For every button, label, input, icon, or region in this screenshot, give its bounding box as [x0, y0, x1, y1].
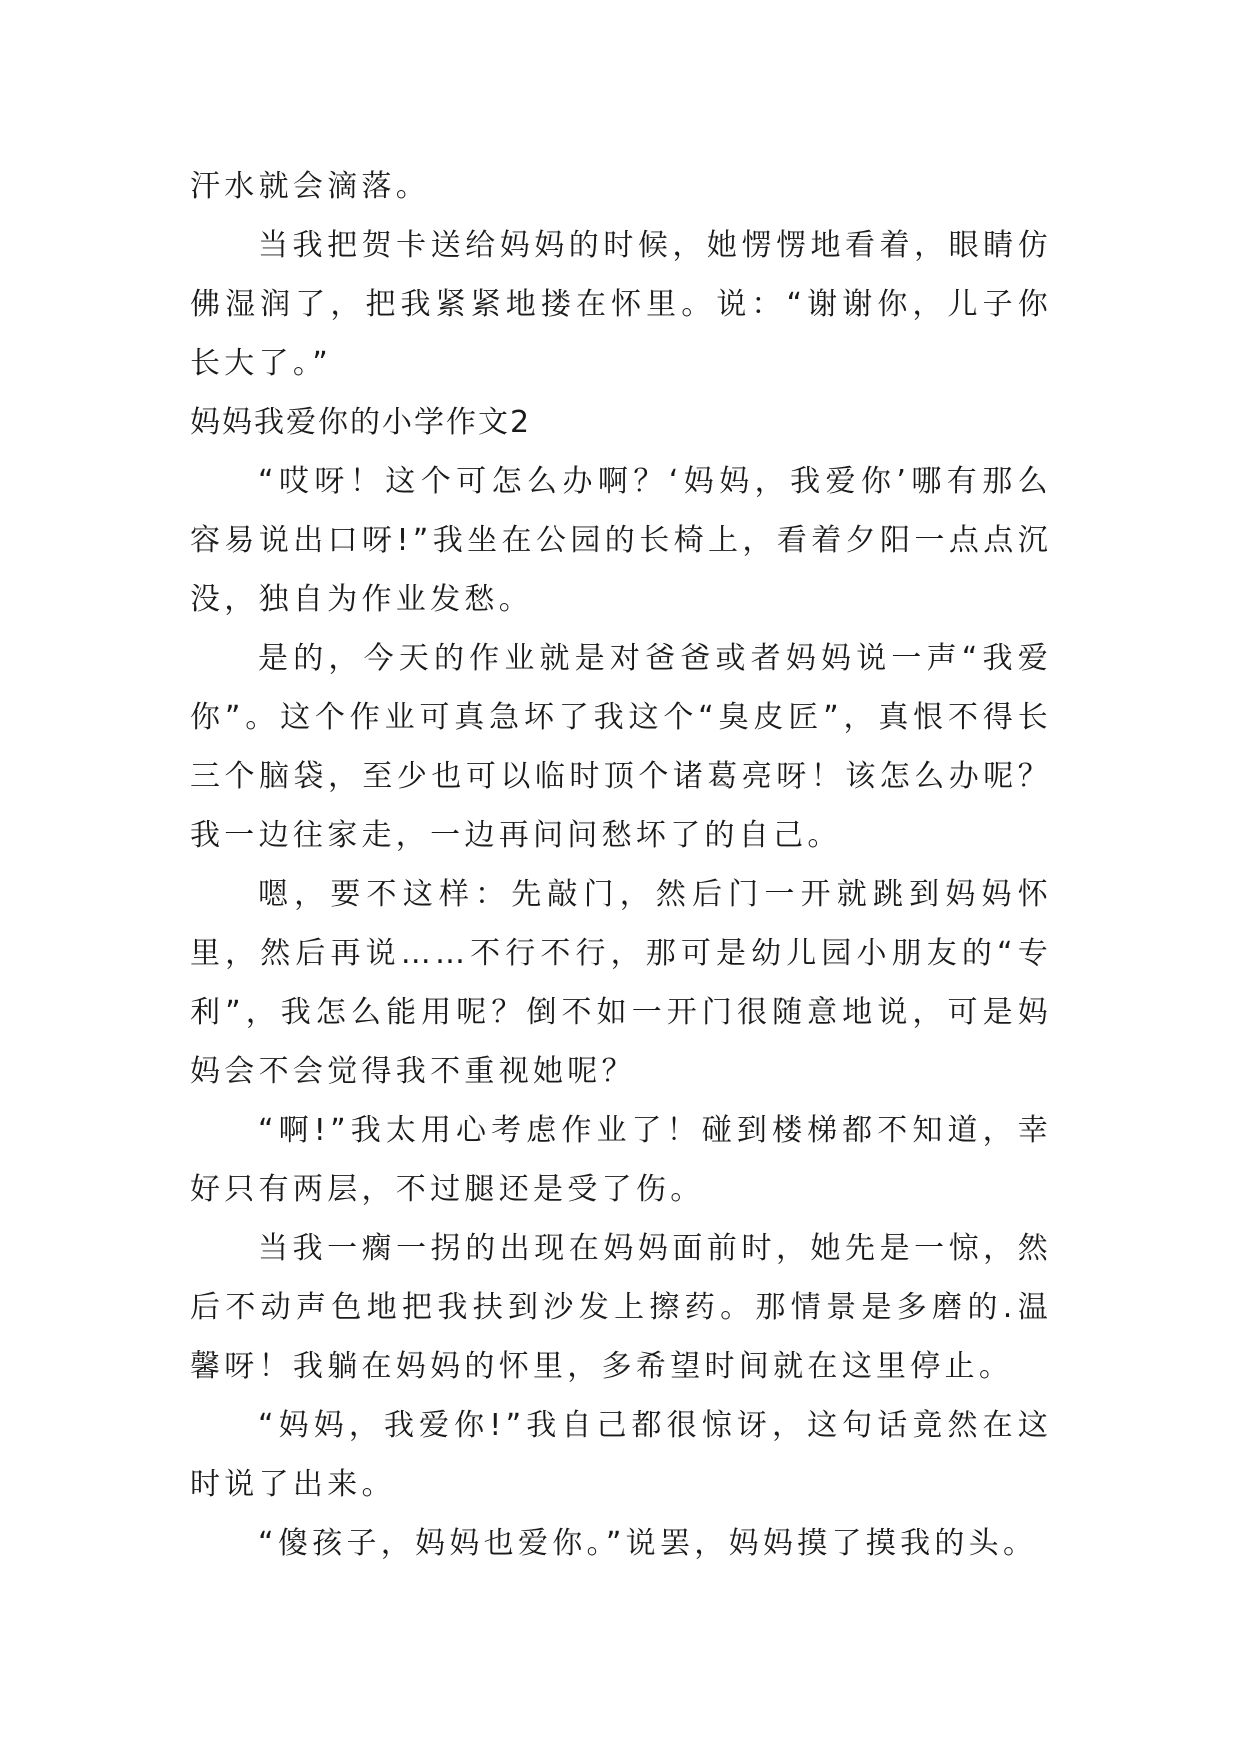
paragraph-stairs: “啊!”我太用心考虑作业了！碰到楼梯都不知道，幸好只有两层，不过腿还是受了伤。 — [190, 1113, 1052, 1207]
paragraph-continued: 汗水就会滴落。 — [190, 169, 431, 204]
paragraph-medicine: 当我一瘸一拐的出现在妈妈面前时，她先是一惊，然后不动声色地把我扶到沙发上擦药。那情景是多磨的.温馨呀！我躺在妈妈的怀里，多希望时间就在这里停止。 — [190, 1231, 1052, 1384]
paragraph-i-love-you: “妈妈，我爱你!”我自己都很惊讶，这句话竟然在这时说了出来。 — [190, 1408, 1052, 1502]
essay-title: 妈妈我爱你的小学作文2 — [190, 405, 532, 440]
paragraph-homework: 是的，今天的作业就是对爸爸或者妈妈说一声“我爱你”。这个作业可真急坏了我这个“臭皮匠”，真恨不得长三个脑袋，至少也可以临时顶个诸葛亮呀！该怎么办呢？我一边往家走，一边再问问愁坏了的自己。 — [190, 641, 1052, 853]
paragraph-greeting-card: 当我把贺卡送给妈妈的时候，她愣愣地看着，眼睛仿佛湿润了，把我紧紧地搂在怀里。说：“谢谢你，儿子你长大了。” — [190, 228, 1052, 381]
paragraph-plan: 嗯，要不这样：先敲门，然后门一开就跳到妈妈怀里，然后再说……不行不行，那可是幼儿园小朋友的“专利”，我怎么能用呢？倒不如一开门很随意地说，可是妈妈会不会觉得我不重视她呢？ — [190, 877, 1052, 1089]
paragraph-park: “哎呀！这个可怎么办啊？‘妈妈，我爱你’哪有那么容易说出口呀!”我坐在公园的长椅上，看着夕阳一点点沉没，独自为作业发愁。 — [190, 464, 1052, 617]
document-body — [190, 157, 1052, 1573]
paragraph-mother-reply: “傻孩子，妈妈也爱你。”说罢，妈妈摸了摸我的头。 — [258, 1526, 1038, 1561]
